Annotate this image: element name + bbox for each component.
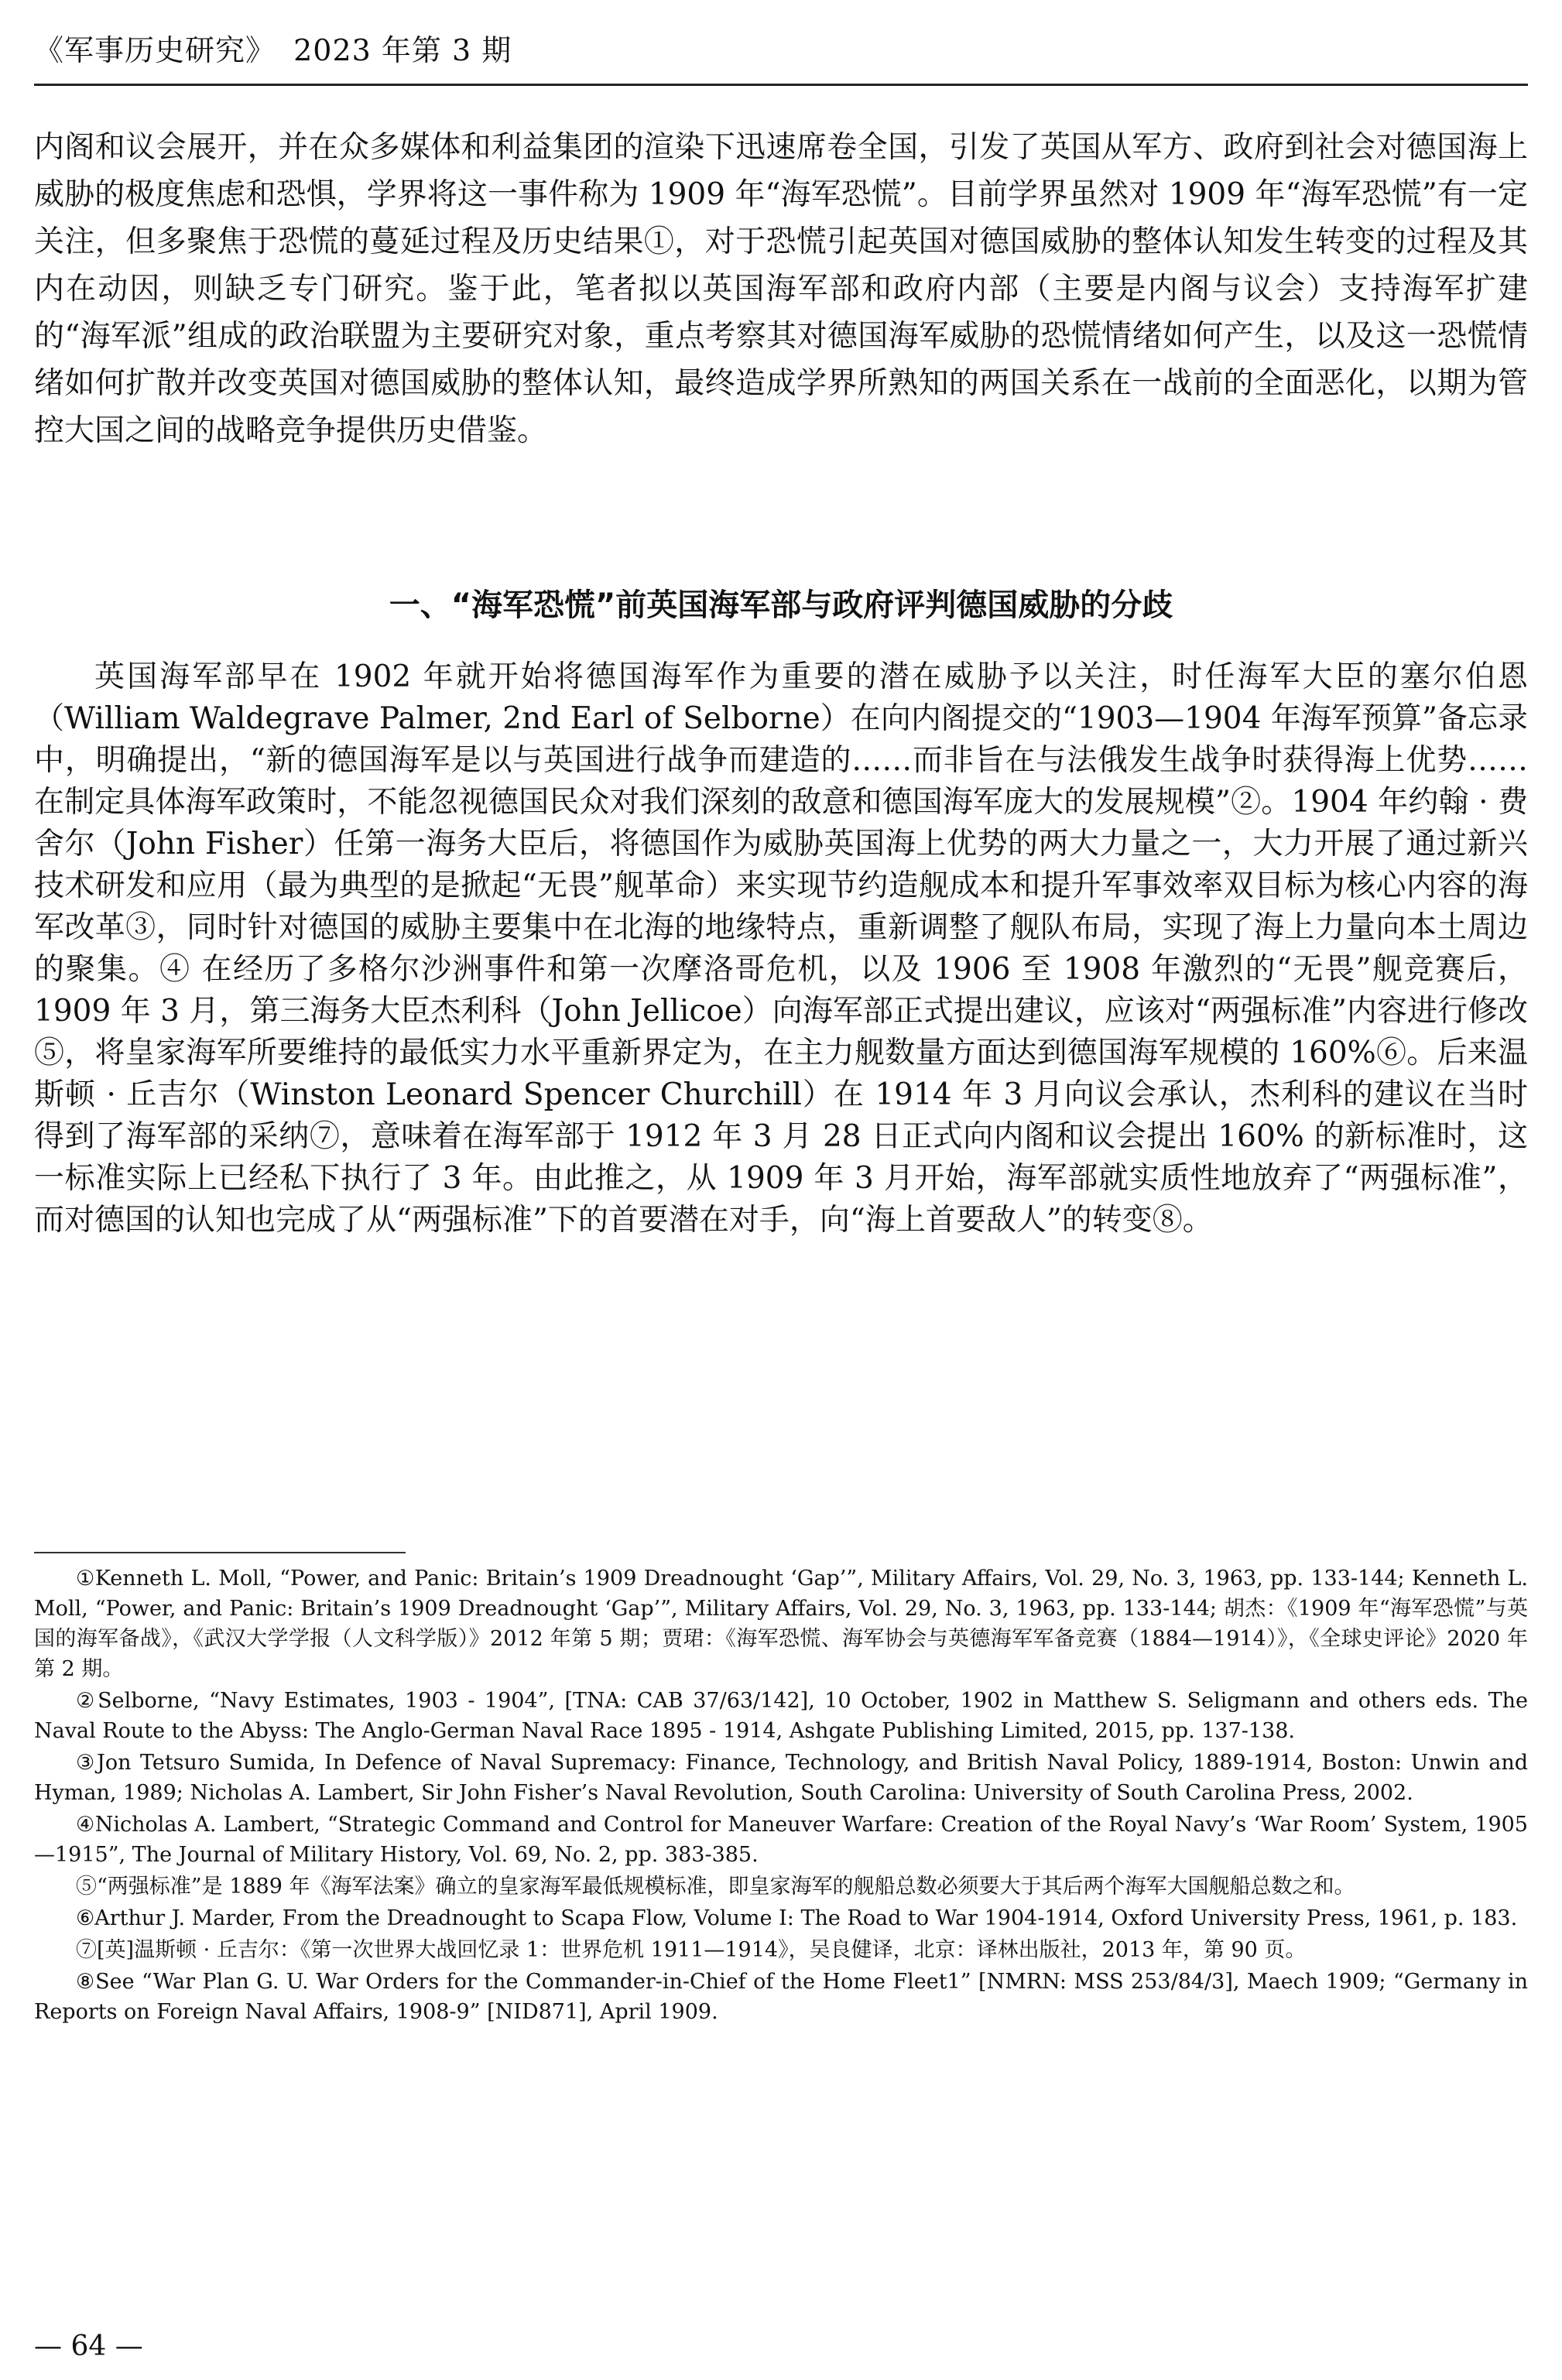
journal-title: 《军事历史研究》 (34, 33, 276, 67)
section-heading: 一、“海军恐慌”前英国海军部与政府评判德国威胁的分歧 (389, 587, 1173, 623)
footnote-7: ⑦[英]温斯顿 · 丘吉尔：《第一次世界大战回忆录 1：世界危机 1911—1914》，吴良健译，北京：译林出版社，2013 年，第 90 页。 (76, 1938, 1307, 1962)
intro-text: 内阁和议会展开，并在众多媒体和利益集团的渲染下迅速席卷全国，引发了英国从军方、政府到社会对德国海上威胁的极度焦虑和恐惧，学界将这一事件称为 1909 年“海军恐慌”。目前学界虽然对 1909 年“海军恐慌”有一定关注，但多聚焦于恐慌的蔓延过程及历史结果①，对于恐慌引起英国对德国威胁的整体认知发生转变的过程及其内在动因，则缺乏专门研究。鉴于此，笔者拟以英国海军部和政府内部（主要是内阁与议会）支持海军扩建的“海军派”组成的政治联盟为主要研究对象，重点考察其对德国海军威胁的恐慌情绪如何产生，以及这一恐慌情绪如何扩散并改变英国对德国威胁的整体认知，最终造成学界所熟知的两国关系在一战前的全面恶化，以期为管控大国之间的战略竞争提供历史借鉴。 (34, 130, 1528, 448)
running-header (34, 31, 1528, 86)
footnote-4: ④Nicholas A. Lambert, “Strategic Command and Control for Maneuver Warfare: Creation of the Royal Navy’s ‘War Room’ System, 1905—1915”, The Journal of Military History, Vol. 69, No. 2, pp. 383-385. (34, 1813, 1528, 1867)
intro-paragraph (34, 124, 1528, 454)
footnote-divider (34, 1552, 406, 1553)
issue-label: 2023 年第 3 期 (293, 33, 512, 67)
footnote-1: ①Kenneth L. Moll, “Power, and Panic: Britain’s 1909 Dreadnought ‘Gap’”, Military Affairs, Vol. 29, No. 3, 1963, pp. 133-144; Kenneth L. Moll, “Power, and Panic: Britain’s 1909 Dreadnought ‘Gap’”, Military Affairs, Vol. 29, No. 3, 1963, pp. 133-144; 胡杰：《1909 年“海军恐慌”与英国的海军备战》，《武汉大学学报（人文科学版）》2012 年第 5 期；贾珺：《海军恐慌、海军协会与英德海军军备竞赛（1884—1914）》，《全球史评论》2020 年第 2 期。 (34, 1567, 1528, 1681)
footnote-3: ③Jon Tetsuro Sumida, In Defence of Naval Supremacy: Finance, Technology, and British Naval Policy, 1889-1914, Boston: Unwin and Hyman, 1989; Nicholas A. Lambert, Sir John Fisher’s Naval Revolution, South Carolina: University of South Carolina Press, 2002. (34, 1751, 1528, 1805)
footnote-5: ⑤“两强标准”是 1889 年《海军法案》确立的皇家海军最低规模标准，即皇家海军的舰船总数必须要大于其后两个海军大国舰船总数之和。 (76, 1875, 1355, 1899)
footnote-2: ②Selborne, “Navy Estimates, 1903 - 1904”, [TNA: CAB 37/63/142], 10 October, 1902 in Matthew S. Seligmann and others eds. The Naval Route to the Abyss: The Anglo-German Naval Race 1895 - 1914, Ashgate Publishing Limited, 2015, pp. 137-138. (34, 1689, 1528, 1743)
footnote-6: ⑥Arthur J. Marder, From the Dreadnought to Scapa Flow, Volume I: The Road to War 1904-1914, Oxford University Press, 1961, p. 183. (76, 1906, 1518, 1930)
section-paragraph: 英国海军部早在 1902 年就开始将德国海军作为重要的潜在威胁予以关注，时任海军大臣的塞尔伯恩（William Waldegrave Palmer, 2nd Earl of Selborne）在向内阁提交的“1903—1904 年海军预算”备忘录中，明确提出，“新的德国海军是以与英国进行战争而建造的……而非旨在与法俄发生战争时获得海上优势……在制定具体海军政策时，不能忽视德国民众对我们深刻的敌意和德国海军庞大的发展规模”②。1904 年约翰 · 费舍尔（John Fisher）任第一海务大臣后，将德国作为威胁英国海上优势的两大力量之一，大力开展了通过新兴技术研发和应用（最为典型的是掀起“无畏”舰革命）来实现节约造舰成本和提升军事效率双目标为核心内容的海军改革③，同时针对德国的威胁主要集中在北海的地缘特点，重新调整了舰队布局，实现了海上力量向本土周边的聚集。④ 在经历了多格尔沙洲事件和第一次摩洛哥危机，以及 1906 至 1908 年激烈的“无畏”舰竞赛后，1909 年 3 月，第三海务大臣杰利科（John Jellicoe）向海军部正式提出建议，应该对“两强标准”内容进行修改⑤，将皇家海军所要维持的最低实力水平重新界定为，在主力舰数量方面达到德国海军规模的 160%⑥。后来温斯顿 · 丘吉尔（Winston Leonard Spencer Churchill）在 1914 年 3 月向议会承认，杰利科的建议在当时得到了海军部的采纳⑦，意味着在海军部于 1912 年 3 月 28 日正式向内阁和议会提出 160% 的新标准时，这一标准实际上已经私下执行了 3 年。由此推之，从 1909 年 3 月开始，海军部就实质性地放弃了“两强标准”，而对德国的认知也完成了从“两强标准”下的首要潜在对手，向“海上首要敌人”的转变⑧。 (34, 659, 1528, 1238)
page-number: — 64 — (34, 2330, 143, 2362)
section-body (34, 656, 1528, 1241)
footnote-8: ⑧See “War Plan G. U. War Orders for the Commander-in-Chief of the Home Fleet1” [NMRN: MSS 253/84/3], Maech 1909; “Germany in Reports on Foreign Naval Affairs, 1908-9” [NID871], April 1909. (34, 1970, 1528, 2024)
footnotes (34, 1563, 1528, 2029)
